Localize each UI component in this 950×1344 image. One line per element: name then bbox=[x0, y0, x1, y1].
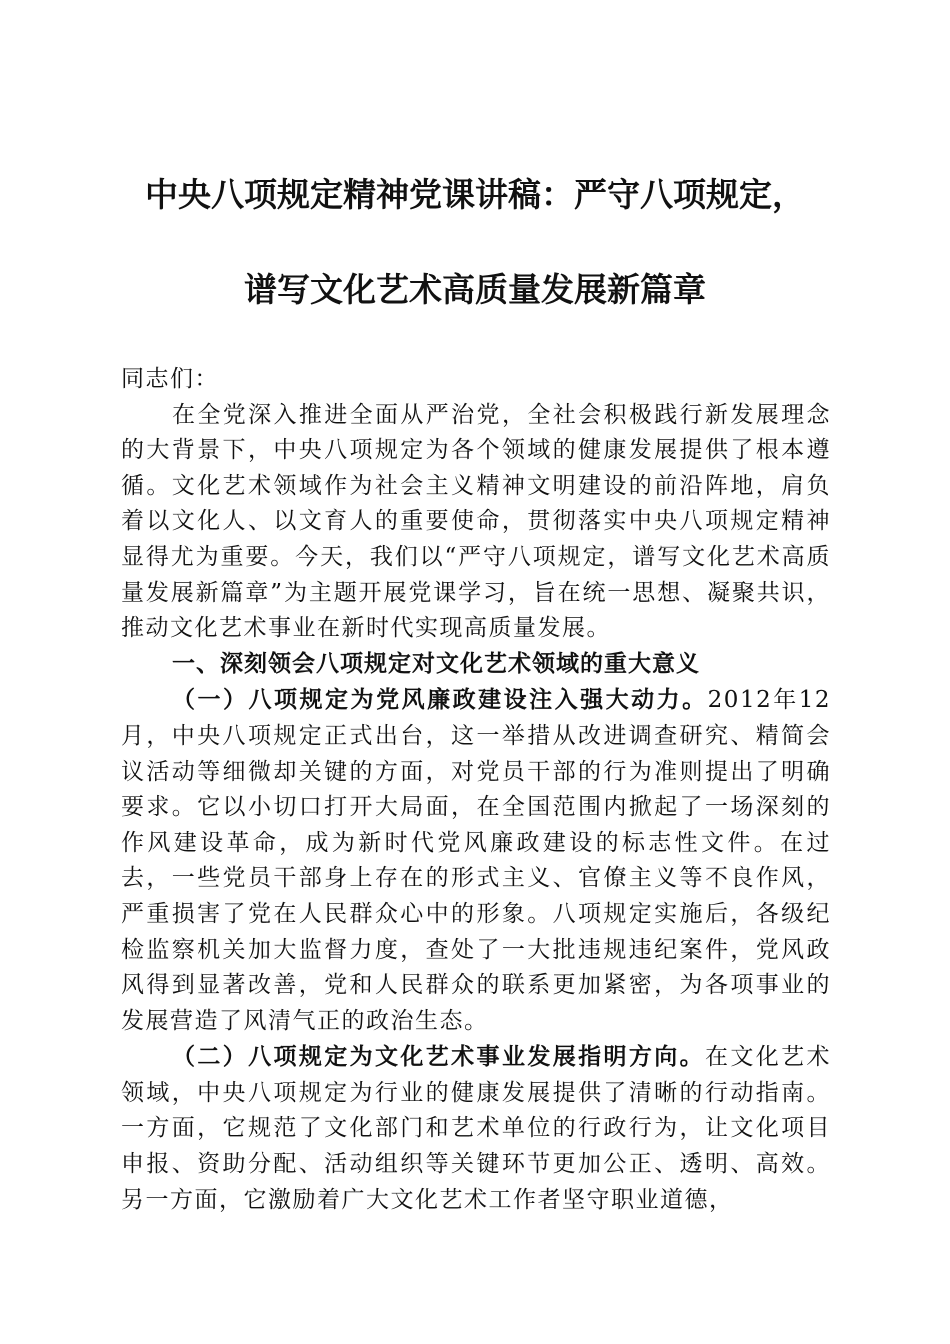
subsection-1-paragraph bbox=[121, 682, 831, 1039]
document-body bbox=[121, 362, 831, 1218]
document-title-line-2: 谱写文化艺术高质量发展新篇章 bbox=[244, 270, 706, 309]
intro-paragraph: 在全党深入推进全面从严治党，全社会积极践行新发展理念的大背景下，中央八项规定为各个领域的健康发展提供了根本遵循。文化艺术领域作为社会主义精神文明建设的前沿阵地，肩负着以文化人、以文育人的重要使命，贯彻落实中央八项规定精神显得尤为重要。今天，我们以“严守八项规定，谱写文化艺术高质量发展新篇章”为主题开展党课学习，旨在统一思想、凝聚共识，推动文化艺术事业在新时代实现高质量发展。 bbox=[121, 401, 831, 642]
subsection-2-paragraph bbox=[121, 1039, 831, 1218]
subsection-2-text: 在文化艺术领域，中央八项规定为行业的健康发展提供了清晰的行动指南。一方面，它规范了文化部门和艺术单位的行政行为，让文化项目申报、资助分配、活动组织等关键环节更加公正、透明、高效。另一方面，它激励着广大文化艺术工作者坚守职业道德， bbox=[121, 1044, 832, 1213]
document-title-line-1: 中央八项规定精神党课讲稿：严守八项规定， bbox=[145, 175, 805, 214]
greeting: 同志们： bbox=[121, 366, 219, 392]
section-1-heading: 一、深刻领会八项规定对文化艺术领域的重大意义 bbox=[172, 650, 700, 677]
subsection-1-text: 2012年12月，中央八项规定正式出台，这一举措从改进调查研究、精简会议活动等细微却关键的方面，对党员干部的行为准则提出了明确要求。它以小切口打开大局面，在全国范围内掀起了一场深刻的作风建设革命，成为新时代党风廉政建设的标志性文件。在过去，一些党员干部身上存在的形式主义、官僚主义等不良作风，严重损害了党在人民群众心中的形象。八项规定实施后，各级纪检监察机关加大监督力度，查处了一大批违规违纪案件，党风政风得到显著改善，党和人民群众的联系更加紧密，为各项事业的发展营造了风清气正的政治生态。 bbox=[121, 687, 831, 1034]
subsection-2-title: （二）八项规定为文化艺术事业发展指明方向。 bbox=[172, 1043, 705, 1071]
subsection-1-title: （一）八项规定为党风廉政建设注入强大动力。 bbox=[172, 686, 708, 714]
